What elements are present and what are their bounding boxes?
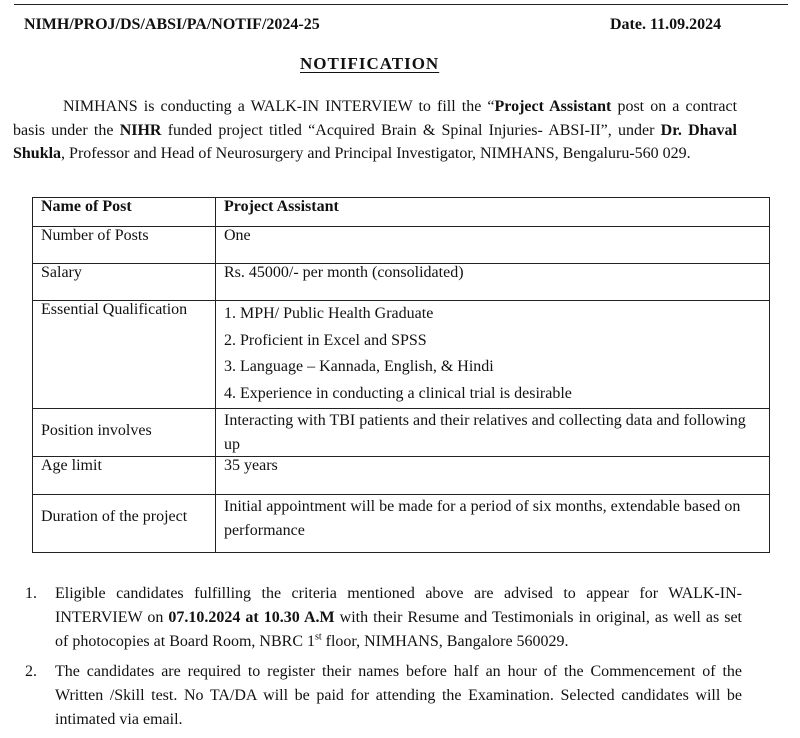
intro-text-1: NIMHANS is conducting a WALK-IN INTERVIEW to fill the “ xyxy=(63,98,495,115)
reference-number: NIMH/PROJ/DS/ABSI/PA/NOTIF/2024-25 xyxy=(24,16,320,33)
age-limit-value: 35 years xyxy=(216,457,770,495)
note-2-text: The candidates are required to register their names before half an hour of the Commencement of the Written /Skill test. No TA/DA will be paid for attending the Examination. Selected candidates will be intimated via email. xyxy=(55,663,742,728)
qualification-item: 4. Experience in conducting a clinical trial is desirable xyxy=(224,384,572,402)
table-row xyxy=(33,301,770,409)
ordinal-suffix: st xyxy=(314,631,322,643)
duration-label: Duration of the project xyxy=(33,495,216,553)
name-of-post-label: Name of Post xyxy=(33,198,216,227)
note-1-text-b: with their Resume and Testimonials in original, as well as set of photocopies at Board Room, NBRC 1 xyxy=(55,609,742,650)
list-item xyxy=(0,660,742,732)
qualification-list xyxy=(216,301,770,409)
table-row xyxy=(33,198,770,227)
table-row xyxy=(33,457,770,495)
position-value: Interacting with TBI patients and their relatives and collecting data and following up xyxy=(216,409,770,457)
table-row xyxy=(33,409,770,457)
salary-value: Rs. 45000/- per month (consolidated) xyxy=(216,264,770,301)
age-limit-label: Age limit xyxy=(33,457,216,495)
intro-text-3: funded project titled “Acquired Brain & Spinal Injuries- ABSI-II”, under xyxy=(161,121,661,139)
name-of-post-value: Project Assistant xyxy=(216,198,770,227)
intro-text-4: , Professor and Head of Neurosurgery and Principal Investigator, NIMHANS, Bengaluru-560 029. xyxy=(61,145,691,162)
number-of-posts-value: One xyxy=(216,227,770,264)
table-row xyxy=(33,495,770,553)
table-row xyxy=(33,227,770,264)
qualification-label: Essential Qualification xyxy=(33,301,216,409)
qualification-item: 3. Language – Kannada, English, & Hindi xyxy=(224,358,494,375)
salary-label: Salary xyxy=(33,264,216,301)
note-1-text-c: floor, NIMHANS, Bangalore 560029. xyxy=(321,633,569,650)
position-label: Position involves xyxy=(33,409,216,457)
header-rule xyxy=(14,4,788,5)
intro-funder: NIHR xyxy=(119,121,162,139)
table-row xyxy=(33,264,770,301)
qualification-item: 1. MPH/ Public Health Graduate xyxy=(224,305,434,322)
duration-value: Initial appointment will be made for a period of six months, extendable based on performance xyxy=(216,495,770,553)
qualification-item: 2. Proficient in Excel and SPSS xyxy=(224,331,427,349)
note-1-text-a: Eligible candidates fulfilling the criteria mentioned above are advised to appear for WALK-IN-INTERVIEW on xyxy=(55,585,742,626)
number-of-posts-label: Number of Posts xyxy=(33,227,216,264)
page-title: NOTIFICATION xyxy=(300,54,440,73)
intro-paragraph xyxy=(13,95,737,166)
intro-investigator: Dr. Dhaval Shukla xyxy=(13,121,737,162)
interview-date: 07.10.2024 at 10.30 A.M xyxy=(168,609,335,626)
list-number: 2. xyxy=(25,663,37,680)
list-number: 1. xyxy=(25,585,37,602)
instructions-list xyxy=(0,582,742,738)
notification-date: Date. 11.09.2024 xyxy=(610,16,722,33)
intro-text-2: post on a contract basis under the xyxy=(13,98,738,139)
post-details-table xyxy=(32,197,770,553)
list-item xyxy=(0,582,742,654)
intro-post-name: Project Assistant xyxy=(494,98,612,115)
